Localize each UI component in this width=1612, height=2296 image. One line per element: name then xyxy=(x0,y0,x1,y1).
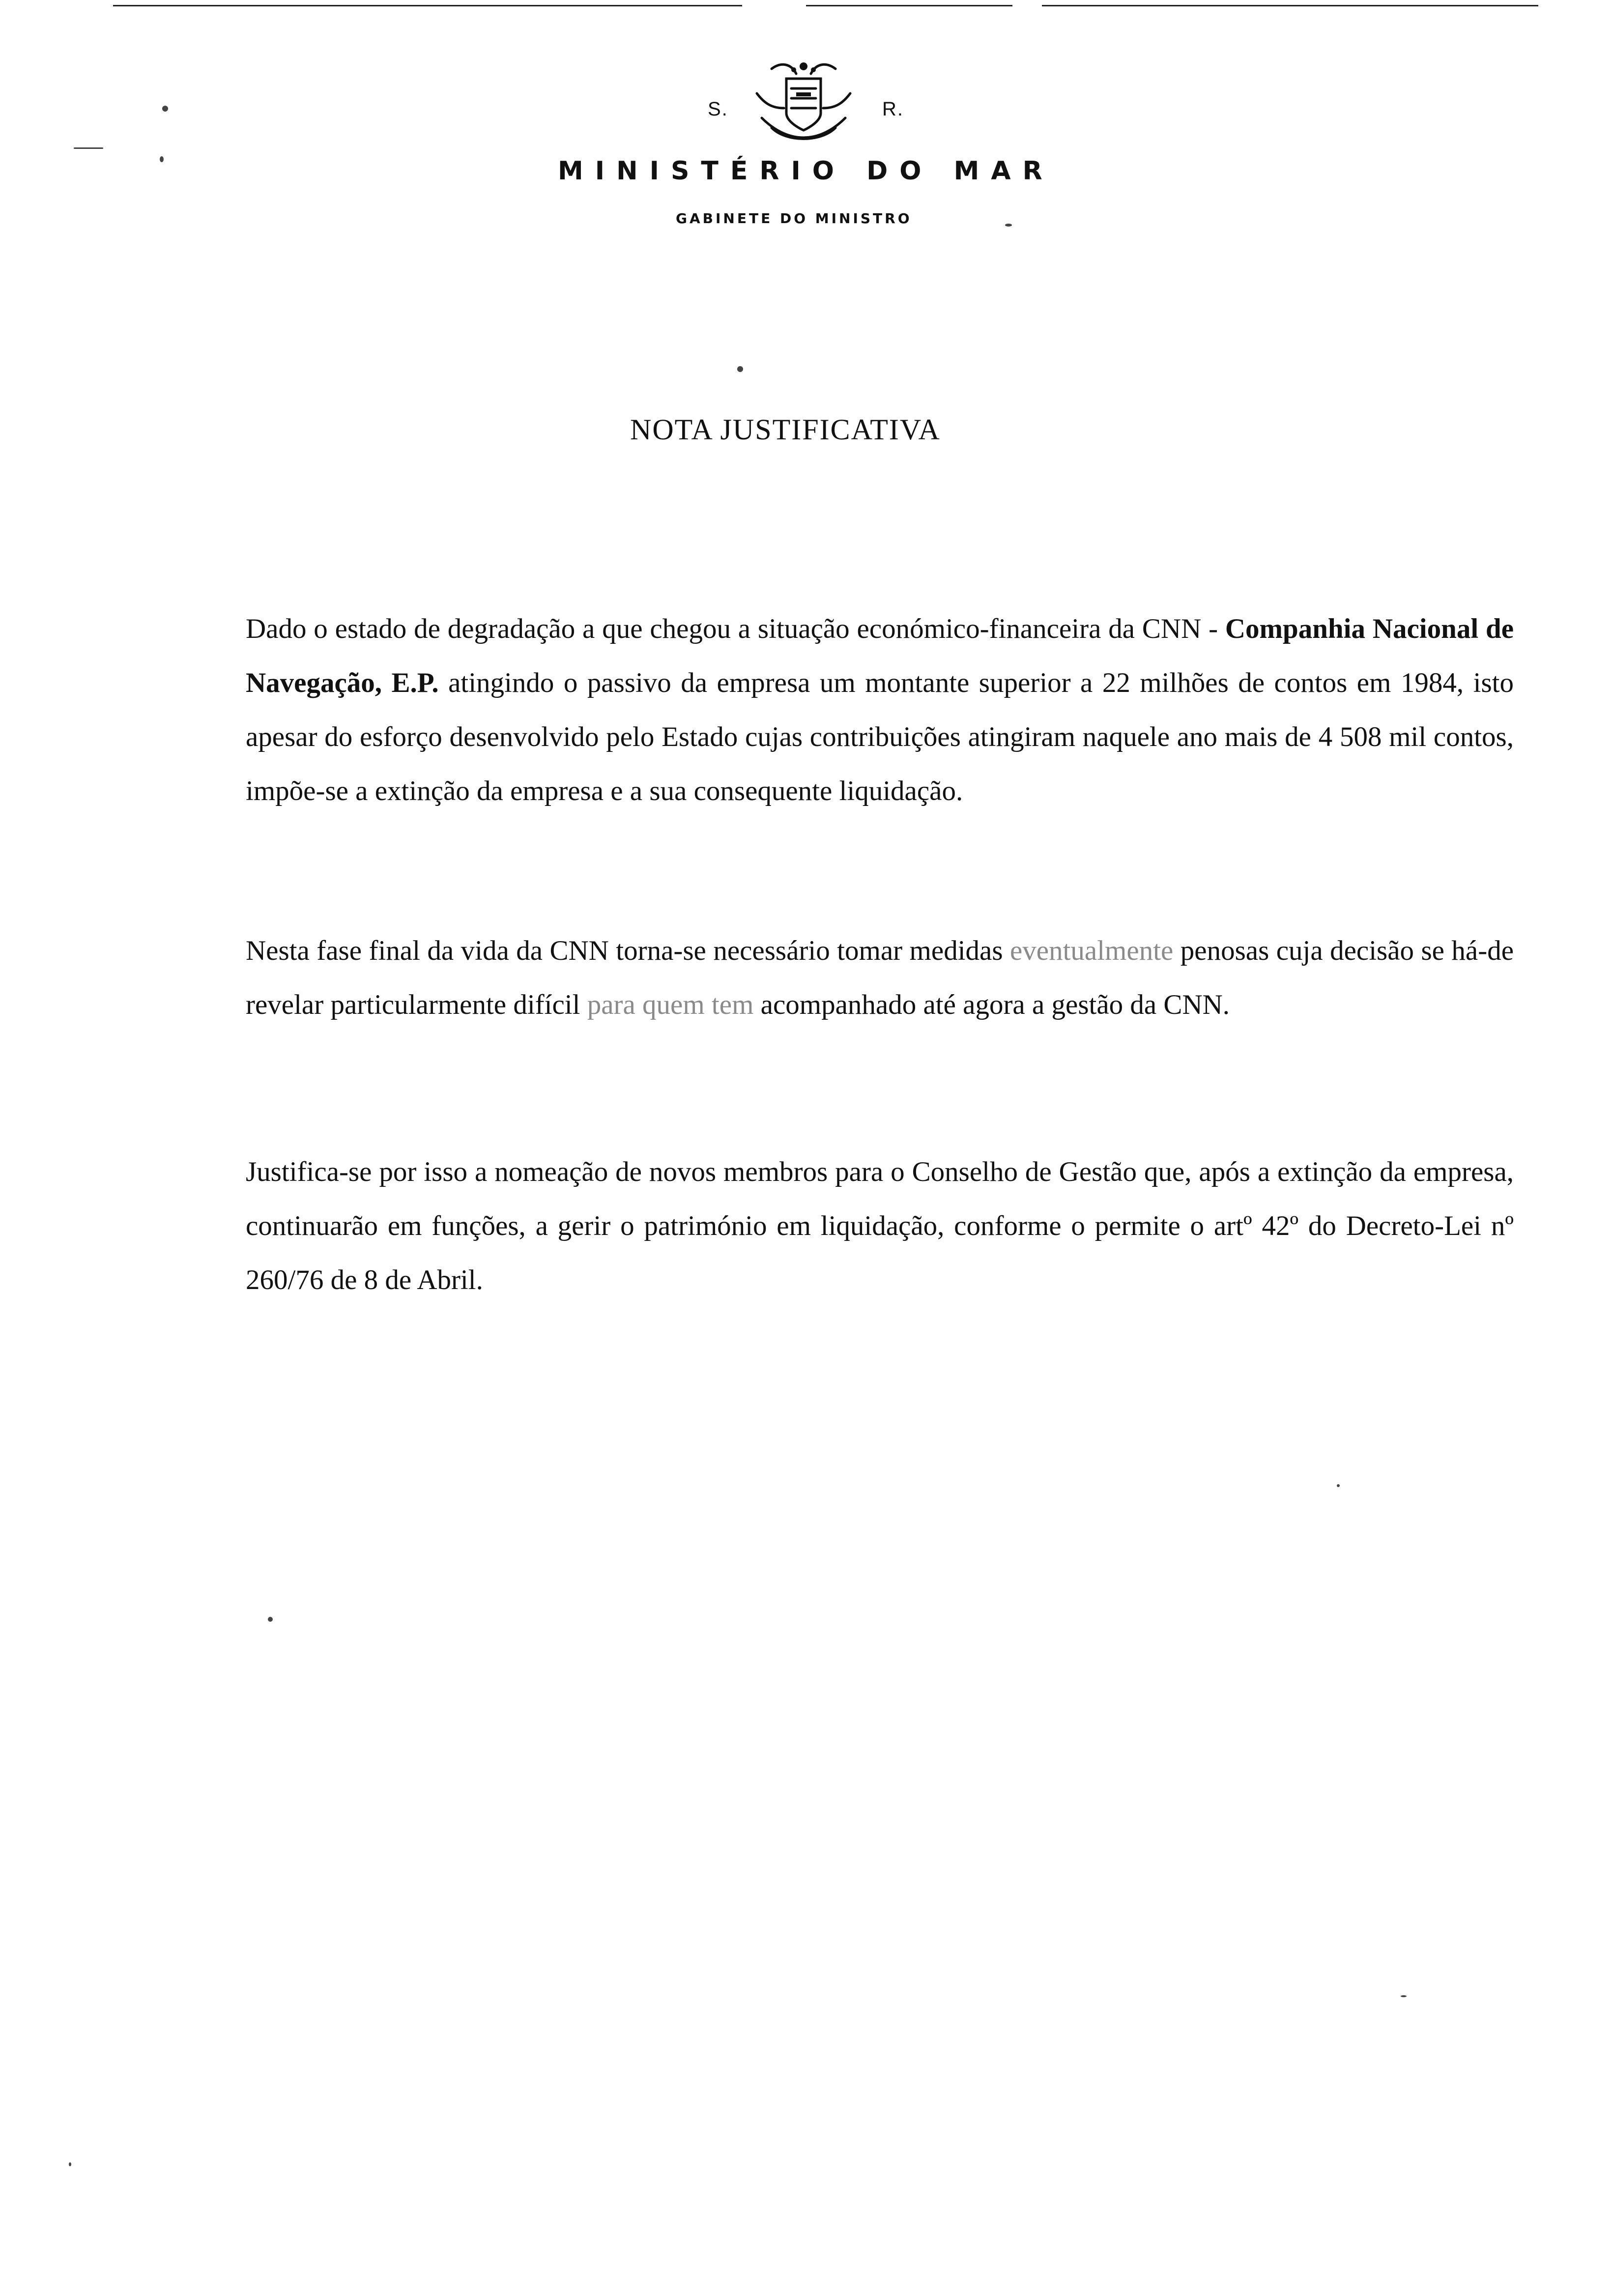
scan-speck xyxy=(69,2162,71,2166)
scan-speck xyxy=(160,156,164,162)
scan-speck xyxy=(737,366,743,372)
scan-speck xyxy=(1005,224,1012,227)
faded-word-1: eventualmente xyxy=(1009,935,1174,966)
paragraph-2-text-start: Nesta fase final da vida da CNN torna-se necessário tomar medidas xyxy=(246,935,1010,966)
sr-left-label: S. xyxy=(708,98,728,120)
top-rule-left xyxy=(113,5,742,6)
top-rule-middle xyxy=(806,5,1012,6)
sr-right-label: R. xyxy=(882,98,904,120)
paragraph-3-text: Justifica-se por isso a nomeação de novos membros para o Conselho de Gestão que, após a extinção da empresa, continuarão em funções, a gerir o património em liquidação, conforme o permite o artº 42º do Decreto-Lei nº 260/76 de 8 de Abril. xyxy=(246,1156,1514,1295)
coat-of-arms-emblem xyxy=(742,59,865,147)
ministry-name: MINISTÉRIO DO MAR xyxy=(558,156,1054,186)
paragraph-1-text-end: atingindo o passivo da empresa um montante superior a 22 milhões de contos em 1984, isto apesar do esforço desenvolvido pelo Estado cujas contribuições atingiram naquele ano mais de 4 508 mil contos, impõe-se a extinção da empresa e a sua consequente liquidação. xyxy=(246,667,1514,806)
scan-speck xyxy=(1401,1995,1407,1997)
paragraph-2 xyxy=(246,924,1514,1032)
scan-speck xyxy=(1337,1484,1340,1487)
scan-speck xyxy=(268,1617,273,1622)
company-name: Companhia Nacional de Navegação, E.P. xyxy=(246,613,1514,698)
faded-phrase-2: para quem tem xyxy=(587,989,754,1020)
paragraph-1-text-start: Dado o estado de degradação a que chegou a situação económico-financeira da CNN - xyxy=(246,613,1225,644)
paragraph-3 xyxy=(246,1145,1514,1307)
paragraph-2-text-middle: penosas cuja decisão se há-de revelar particularmente difícil xyxy=(246,935,1514,1020)
document-title: NOTA JUSTIFICATIVA xyxy=(630,413,941,446)
top-rule-right xyxy=(1042,5,1538,6)
paragraph-2-text-end: acompanhado até agora a gestão da CNN. xyxy=(753,989,1230,1020)
paragraph-1 xyxy=(246,602,1514,818)
scan-speck xyxy=(162,106,168,112)
cabinet-name: GABINETE DO MINISTRO xyxy=(676,210,912,227)
scan-speck xyxy=(74,147,103,149)
